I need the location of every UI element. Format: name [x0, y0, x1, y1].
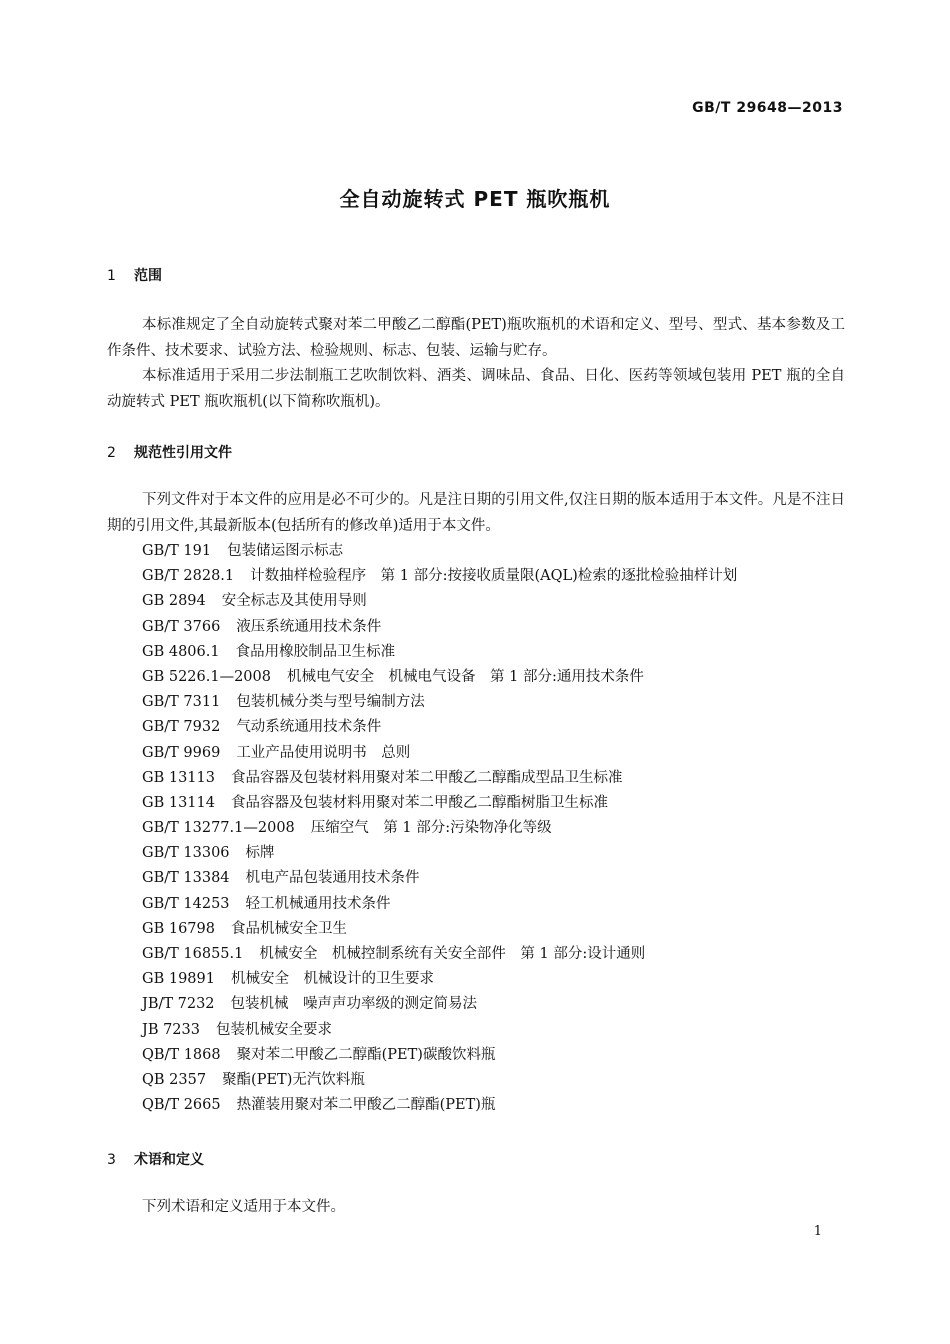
reference-code: GB/T 191 — [142, 543, 212, 559]
section-1-heading — [107, 265, 162, 285]
section-number: 1 — [107, 268, 116, 284]
reference-item — [142, 539, 737, 564]
reference-code: GB 4806.1 — [142, 643, 220, 660]
reference-code: GB/T 13277.1—2008 — [142, 820, 295, 837]
reference-title: 液压系统通用技术条件 — [236, 618, 382, 635]
reference-code: QB 2357 — [142, 1071, 207, 1088]
reference-code: JB/T 7232 — [142, 996, 215, 1013]
reference-code: GB/T 2828.1 — [142, 568, 235, 585]
reference-item — [142, 791, 737, 816]
reference-item — [142, 615, 737, 640]
reference-title: 食品机械安全卫生 — [230, 920, 347, 937]
section-2-heading — [107, 442, 232, 462]
section-1-paragraph-2: 本标准适用于采用二步法制瓶工艺吹制饮料、酒类、调味品、食品、日化、医药等领域包装用 PET 瓶的全自动旋转式 PET 瓶吹瓶机(以下简称吹瓶机)。 — [107, 368, 845, 410]
reference-item — [142, 866, 737, 891]
reference-code: GB/T 14253 — [142, 895, 230, 912]
reference-title: 聚酯(PET)无汽饮料瓶 — [222, 1071, 365, 1088]
reference-item — [142, 1018, 737, 1043]
reference-title: 包装机械分类与型号编制方法 — [236, 694, 425, 711]
reference-title: 标牌 — [245, 845, 275, 862]
reference-item — [142, 589, 737, 614]
reference-item — [142, 1093, 737, 1118]
reference-item — [142, 816, 737, 841]
section-3-heading — [107, 1149, 204, 1169]
reference-title: 轻工机械通用技术条件 — [245, 895, 391, 912]
reference-title: 机电产品包装通用技术条件 — [245, 870, 420, 887]
section-number: 2 — [107, 445, 116, 461]
reference-code: GB 16798 — [142, 920, 215, 937]
reference-title: 包装机械 噪声声功率级的测定简易法 — [230, 996, 478, 1013]
document-title: 全自动旋转式 PET 瓶吹瓶机 — [339, 187, 611, 211]
reference-title: 食品容器及包装材料用聚对苯二甲酸乙二醇酯树脂卫生标准 — [230, 794, 608, 811]
reference-item — [142, 841, 737, 866]
reference-title: 包装机械安全要求 — [215, 1021, 332, 1038]
reference-item — [142, 917, 737, 942]
reference-code: GB/T 16855.1 — [142, 946, 244, 962]
reference-item — [142, 690, 737, 715]
reference-title: 包装储运图示标志 — [227, 543, 344, 559]
page-number: 1 — [813, 1224, 822, 1239]
reference-code: GB 2894 — [142, 593, 206, 610]
reference-title: 安全标志及其使用导则 — [221, 593, 367, 610]
reference-title: 气动系统通用技术条件 — [236, 719, 382, 736]
reference-code: GB/T 3766 — [142, 618, 221, 635]
section-number: 3 — [107, 1152, 116, 1168]
section-title: 术语和定义 — [134, 1152, 204, 1168]
reference-code: GB 13113 — [142, 769, 215, 786]
reference-title: 工业产品使用说明书 总则 — [236, 744, 411, 761]
section-3-paragraph-1: 下列术语和定义适用于本文件。 — [142, 1199, 345, 1215]
reference-code: GB 19891 — [142, 971, 215, 988]
reference-title: 聚对苯二甲酸乙二醇酯(PET)碳酸饮料瓶 — [236, 1046, 496, 1063]
reference-item — [142, 766, 737, 791]
section-title: 范围 — [134, 268, 162, 284]
reference-item — [142, 942, 737, 967]
reference-item — [142, 992, 737, 1017]
reference-item — [142, 640, 737, 665]
reference-code: GB/T 9969 — [142, 744, 221, 761]
reference-code: GB 13114 — [142, 794, 215, 811]
reference-item — [142, 665, 737, 690]
reference-code: JB 7233 — [142, 1021, 200, 1038]
reference-item — [142, 967, 737, 992]
normative-references-list — [142, 539, 737, 1118]
reference-code: GB/T 13306 — [142, 845, 230, 862]
reference-item — [142, 892, 737, 917]
reference-code: GB/T 7932 — [142, 719, 221, 736]
reference-title: 压缩空气 第 1 部分:污染物净化等级 — [310, 820, 552, 837]
reference-item — [142, 741, 737, 766]
section-title: 规范性引用文件 — [134, 445, 232, 461]
reference-title: 食品容器及包装材料用聚对苯二甲酸乙二醇酯成型品卫生标准 — [230, 769, 623, 786]
section-1-paragraph-1: 本标准规定了全自动旋转式聚对苯二甲酸乙二醇酯(PET)瓶吹瓶机的术语和定义、型号、型式、基本参数及工作条件、技术要求、试验方法、检验规则、标志、包装、运输与贮存。 — [107, 317, 845, 359]
reference-item — [142, 564, 737, 589]
reference-title: 机械电气安全 机械电气设备 第 1 部分:通用技术条件 — [287, 668, 644, 685]
reference-code: GB/T 13384 — [142, 870, 230, 887]
standard-number: GB/T 29648—2013 — [692, 100, 843, 116]
reference-title: 食品用橡胶制品卫生标准 — [235, 643, 396, 660]
reference-code: QB/T 2665 — [142, 1097, 221, 1114]
reference-title: 热灌装用聚对苯二甲酸乙二醇酯(PET)瓶 — [236, 1097, 496, 1114]
reference-item — [142, 1043, 737, 1068]
reference-item — [142, 1068, 737, 1093]
reference-title: 机械安全 机械控制系统有关安全部件 第 1 部分:设计通则 — [259, 946, 646, 962]
reference-item — [142, 715, 737, 740]
reference-code: GB 5226.1—2008 — [142, 668, 271, 685]
reference-title: 计数抽样检验程序 第 1 部分:按接收质量限(AQL)检索的逐批检验抽样计划 — [250, 568, 738, 585]
reference-code: GB/T 7311 — [142, 694, 221, 711]
reference-code: QB/T 1868 — [142, 1046, 221, 1063]
section-2-paragraph-1: 下列文件对于本文件的应用是必不可少的。凡是注日期的引用文件,仅注日期的版本适用于本文件。凡是不注日期的引用文件,其最新版本(包括所有的修改单)适用于本文件。 — [107, 492, 845, 534]
reference-title: 机械安全 机械设计的卫生要求 — [230, 971, 434, 988]
